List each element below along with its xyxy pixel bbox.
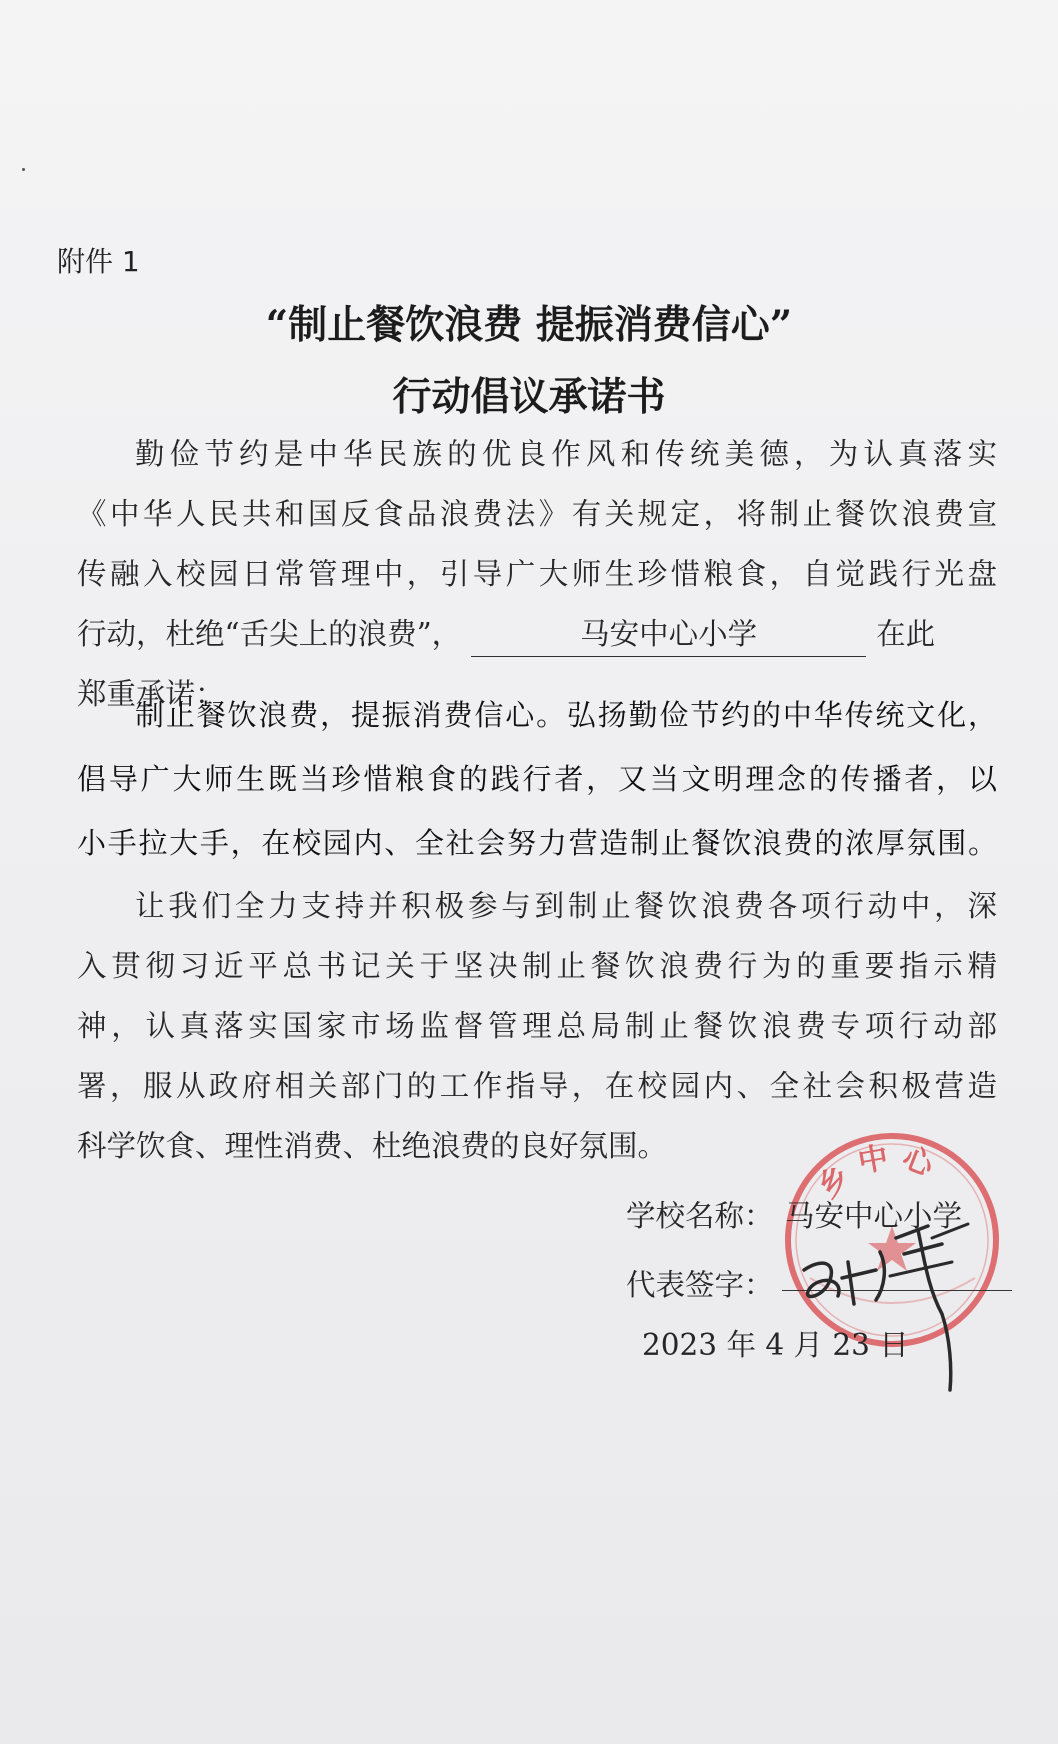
paragraph-line: 传融入校园日常管理中，引导广大师生珍惜粮食，自觉践行光盘 — [77, 557, 997, 591]
paragraph-line: 制止餐饮浪费，提振消费信心。弘扬勤俭节约的中华传统文化， — [135, 698, 997, 732]
paragraph-commitment — [77, 683, 997, 875]
paragraph-line: 入贯彻习近平总书记关于坚决制止餐饮浪费行为的重要指示精 — [77, 949, 997, 983]
paragraph-line: 郑重承诺： — [77, 677, 225, 711]
document-subtitle: 行动倡议承诺书 — [392, 374, 666, 420]
attachment-label: 附件 1 — [57, 245, 140, 278]
paragraph-line: 《中华人民共和国反食品浪费法》有关规定，将制止餐饮浪费宣 — [77, 497, 997, 531]
school-name-blank: 马安中心小学 — [471, 612, 866, 657]
scan-speck — [22, 168, 25, 171]
paragraph-line: 神，认真落实国家市场监督管理总局制止餐饮浪费专项行动部 — [77, 1009, 997, 1043]
paragraph-line: 科学饮食、理性消费、杜绝浪费的良好氛围。 — [77, 1129, 668, 1163]
paragraph-line: 小手拉大手，在校园内、全社会努力营造制止餐饮浪费的浓厚氛围。 — [77, 826, 997, 860]
school-name-label: 学校名称： — [626, 1199, 774, 1233]
document-title: “制止餐饮浪费 提振消费信心” — [265, 302, 793, 348]
paragraph-line-suffix: 在此 — [876, 617, 936, 651]
handwritten-signature-icon — [792, 1218, 982, 1398]
paragraph-line-with-blank — [77, 604, 997, 664]
paragraph-intro — [77, 424, 997, 724]
paragraph-line: 署，服从政府相关部门的工作指导，在校园内、全社会积极营造 — [77, 1069, 997, 1103]
paragraph-line: 倡导广大师生既当珍惜粮食的践行者，又当文明理念的传播者，以 — [77, 762, 997, 796]
paragraph-line: 让我们全力支持并积极参与到制止餐饮浪费各项行动中，深 — [135, 889, 997, 923]
paragraph-line-prefix: 行动，杜绝“舌尖上的浪费”， — [77, 617, 462, 651]
signer-label: 代表签字： — [626, 1268, 774, 1302]
school-name-value: 马安中心小学 — [785, 1199, 963, 1233]
seal-text: 乡中心 — [811, 1138, 948, 1206]
paragraph-line: 勤俭节约是中华民族的优良作风和传统美德，为认真落实 — [135, 437, 997, 471]
document-date: 2023 年 4 月 23 日 — [642, 1328, 909, 1362]
